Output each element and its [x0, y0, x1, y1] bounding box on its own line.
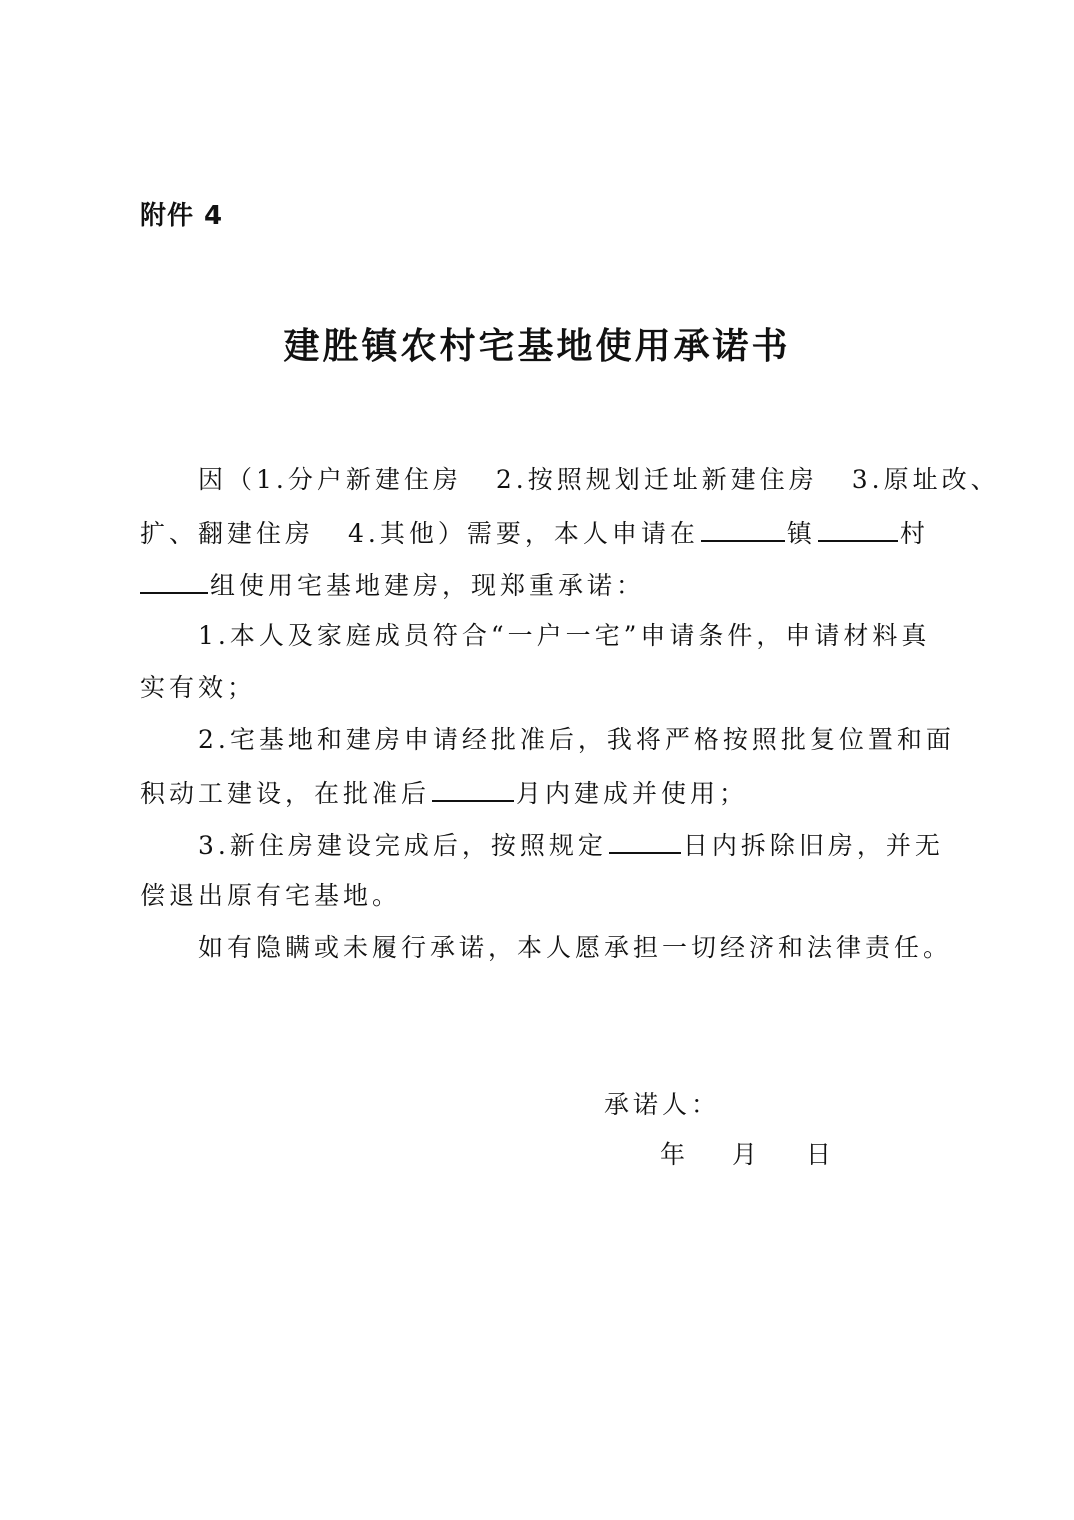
item-2-suffix: 月内建成并使用； [516, 779, 749, 808]
day-label: 日 [806, 1140, 832, 1169]
months-blank[interactable] [432, 774, 514, 802]
group-blank[interactable] [140, 566, 208, 594]
attachment-label: 附件 4 [140, 201, 224, 231]
item-2-prefix: 积动工建设，在批准后 [140, 779, 431, 808]
reason-option-3-cont: 扩、翻建住房 [140, 519, 315, 548]
reason-prefix: 因（ [198, 465, 257, 494]
item-3-prefix: 3.新住房建设完成后，按照规定 [198, 831, 607, 860]
village-unit: 村 [899, 519, 929, 548]
reason-line-2 [140, 514, 929, 552]
item-3-line-1 [198, 826, 944, 864]
item-3-suffix: 日内拆除旧房，并无 [682, 831, 944, 860]
village-blank[interactable] [818, 514, 898, 542]
item-1-line-2: 实有效； [140, 673, 257, 702]
reason-option-4: 4.其他）需要，本人申请在 [348, 519, 699, 548]
closing-statement: 如有隐瞒或未履行承诺，本人愿承担一切经济和法律责任。 [198, 933, 953, 962]
item-3-line-2: 偿退出原有宅基地。 [140, 881, 402, 910]
reason-line-3 [140, 566, 645, 604]
reason-line-1 [198, 462, 1000, 498]
month-label: 月 [732, 1140, 758, 1169]
signatory-label: 承诺人： [604, 1090, 721, 1119]
days-blank[interactable] [609, 826, 681, 854]
item-2-line-1: 2.宅基地和建房申请经批准后，我将严格按照批复位置和面 [198, 725, 955, 754]
item-2-line-2 [140, 774, 748, 812]
reason-option-1: 1.分户新建住房 [256, 465, 462, 494]
group-suffix: 组使用宅基地建房，现郑重承诺： [210, 571, 646, 600]
item-1-line-1: 1.本人及家庭成员符合“一户一宅”申请条件，申请材料真 [198, 621, 931, 650]
town-blank[interactable] [701, 514, 785, 542]
year-label: 年 [660, 1140, 686, 1169]
town-unit: 镇 [786, 519, 816, 548]
document-title: 建胜镇农村宅基地使用承诺书 [283, 326, 791, 367]
reason-option-3: 3.原址改、 [851, 465, 1000, 494]
reason-option-2: 2.按照规划迁址新建住房 [495, 465, 818, 494]
